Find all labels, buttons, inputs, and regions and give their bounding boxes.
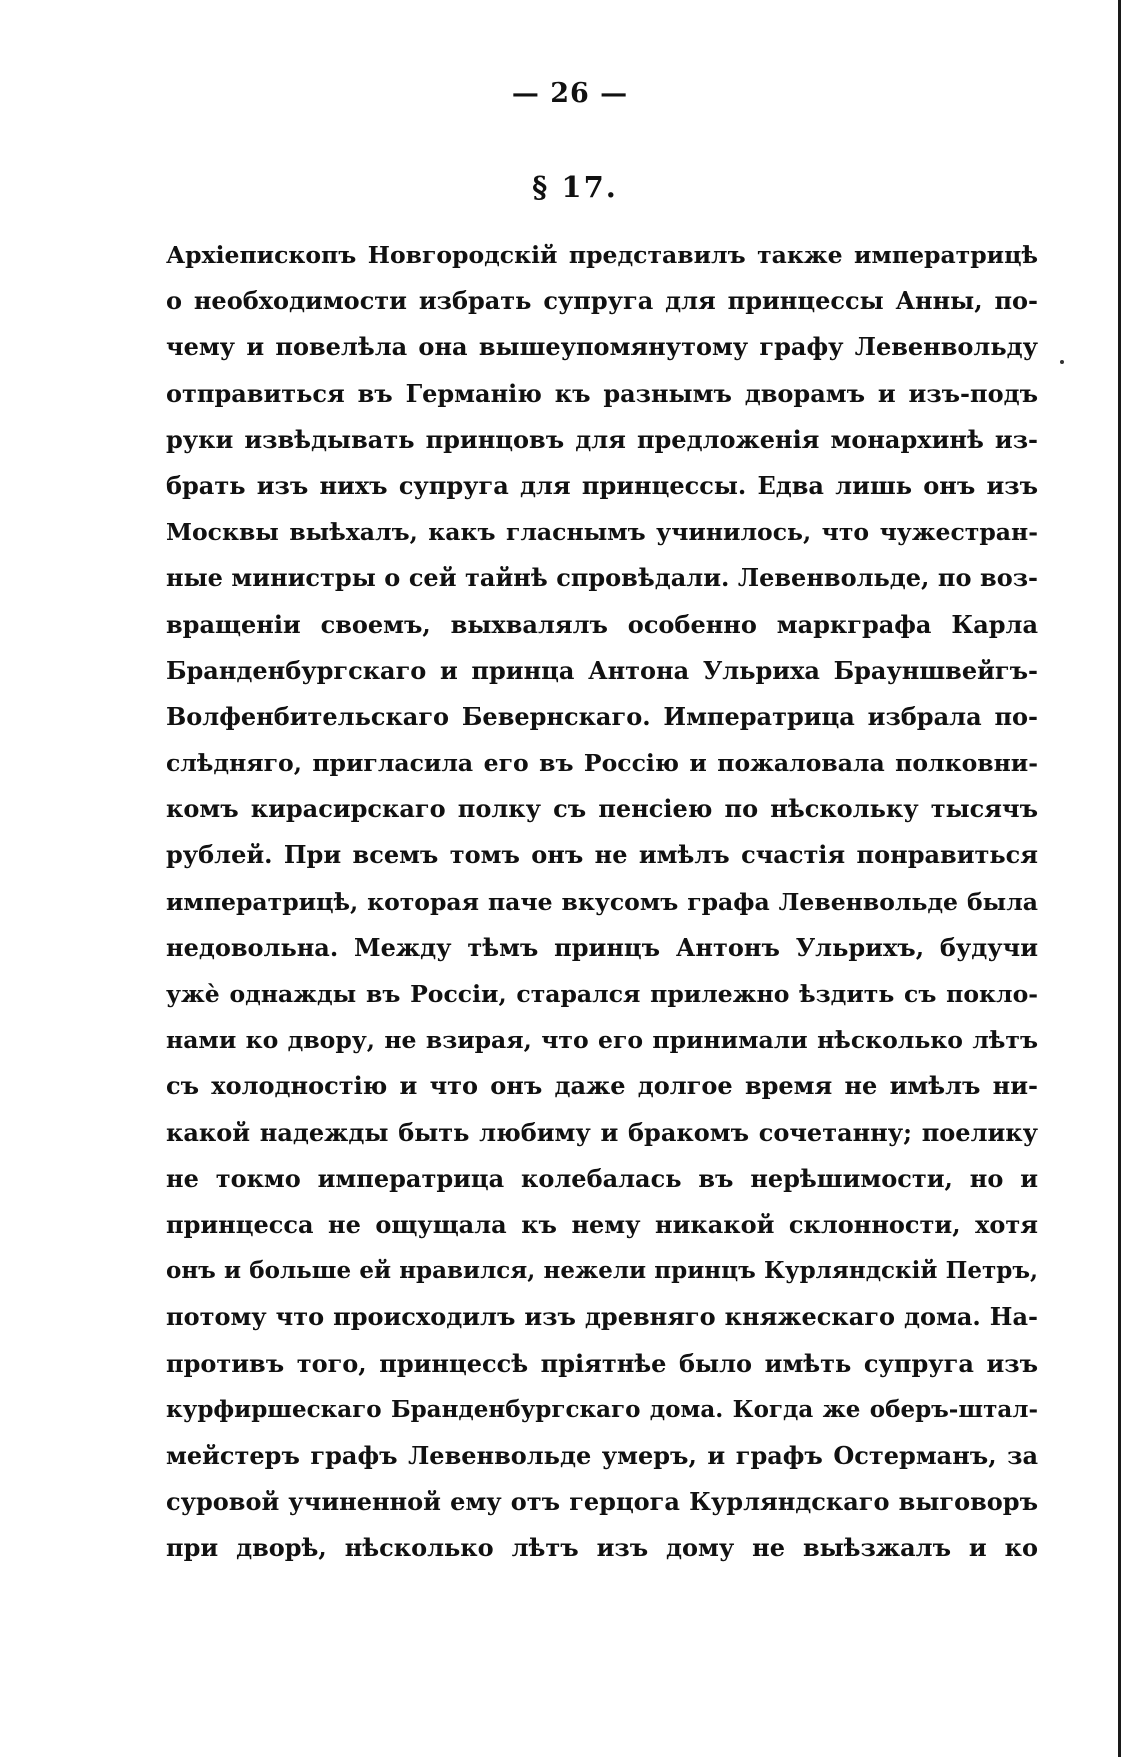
- text-line: Архіепископъ Новгородскій представилъ также императрицѣ: [166, 241, 1038, 269]
- text-line: съ холодностію и что онъ даже долгое время не имѣлъ ни-: [166, 1071, 1038, 1101]
- text-line: о необходимости избрать супруга для принцессы Анны, по-: [166, 286, 1038, 316]
- text-line: ужè однажды въ Россіи, старался прилежно ѣздить съ покло-: [166, 980, 1038, 1008]
- text-line: Москвы выѣхалъ, какъ гласнымъ учинилось, что чужестран-: [166, 518, 1038, 547]
- text-line: вращеніи своемъ, выхвалялъ особенно маркграфа Карла: [166, 609, 1038, 639]
- text-line: Бранденбургскаго и принца Антона Ульриха Брауншвейгъ-: [166, 655, 1038, 685]
- text-line: комъ кирасирскаго полку съ пенсіею по нѣскольку тысячъ: [166, 794, 1038, 824]
- text-line: императрицѣ, которая паче вкусомъ графа Левенвольде была: [166, 887, 1038, 916]
- text-line: ные министры о сей тайнѣ спровѣдали. Левенвольде, по воз-: [166, 563, 1038, 593]
- text-line: онъ и больше ей нравился, нежели принцъ Курляндскій Петръ,: [166, 1257, 1038, 1285]
- text-line: курфиршескаго Бранденбургскаго дома. Когда же оберъ-штал-: [166, 1395, 1038, 1423]
- text-line: недовольна. Между тѣмъ принцъ Антонъ Ульрихъ, будучи: [166, 932, 1038, 962]
- page-edge-rule: [1118, 0, 1121, 1757]
- page-number: — 26 —: [511, 78, 629, 109]
- text-line: противъ того, принцессѣ пріятнѣе было имѣть супруга изъ: [166, 1348, 1038, 1378]
- text-line: рублей. При всемъ томъ онъ не имѣлъ счастія понравиться: [166, 840, 1038, 870]
- text-line: мейстеръ графъ Левенвольде умеръ, и графъ Остерманъ, за: [166, 1440, 1038, 1470]
- text-line: какой надежды быть любиму и бракомъ сочетанну; поелику: [166, 1117, 1038, 1147]
- text-line: руки извѣдывать принцовъ для предложенія монархинѣ из-: [166, 424, 1038, 454]
- text-line: принцесса не ощущала къ нему никакой склонности, хотя: [166, 1209, 1038, 1239]
- text-line: брать изъ нихъ супруга для принцессы. Едва лишь онъ изъ: [166, 470, 1038, 500]
- body-text: [166, 232, 1038, 1571]
- text-line: Волфенбительскаго Бевернскаго. Императрица избрала по-: [166, 701, 1038, 731]
- text-line: суровой учиненной ему отъ герцога Курляндскаго выговоръ: [166, 1487, 1038, 1517]
- section-heading: § 17.: [532, 170, 618, 204]
- text-line: чему и повелѣла она вышеупомянутому графу Левенвольду: [166, 332, 1038, 362]
- text-line: потому что происходилъ изъ древняго княжескаго дома. На-: [166, 1302, 1038, 1332]
- text-line: отправиться въ Германію къ разнымъ дворамъ и изъ-подъ: [166, 378, 1038, 408]
- text-line: слѣдняго, пригласила его въ Россію и пожаловала полковни-: [166, 749, 1038, 778]
- text-line: при дворѣ, нѣсколько лѣтъ изъ дому не выѣзжалъ и ко: [166, 1533, 1038, 1563]
- scan-speck: [1060, 360, 1064, 364]
- text-line: нами ко двору, не взирая, что его принимали нѣсколько лѣтъ: [166, 1026, 1038, 1055]
- text-line: не токмо императрица колебалась въ нерѣшимости, но и: [166, 1163, 1038, 1193]
